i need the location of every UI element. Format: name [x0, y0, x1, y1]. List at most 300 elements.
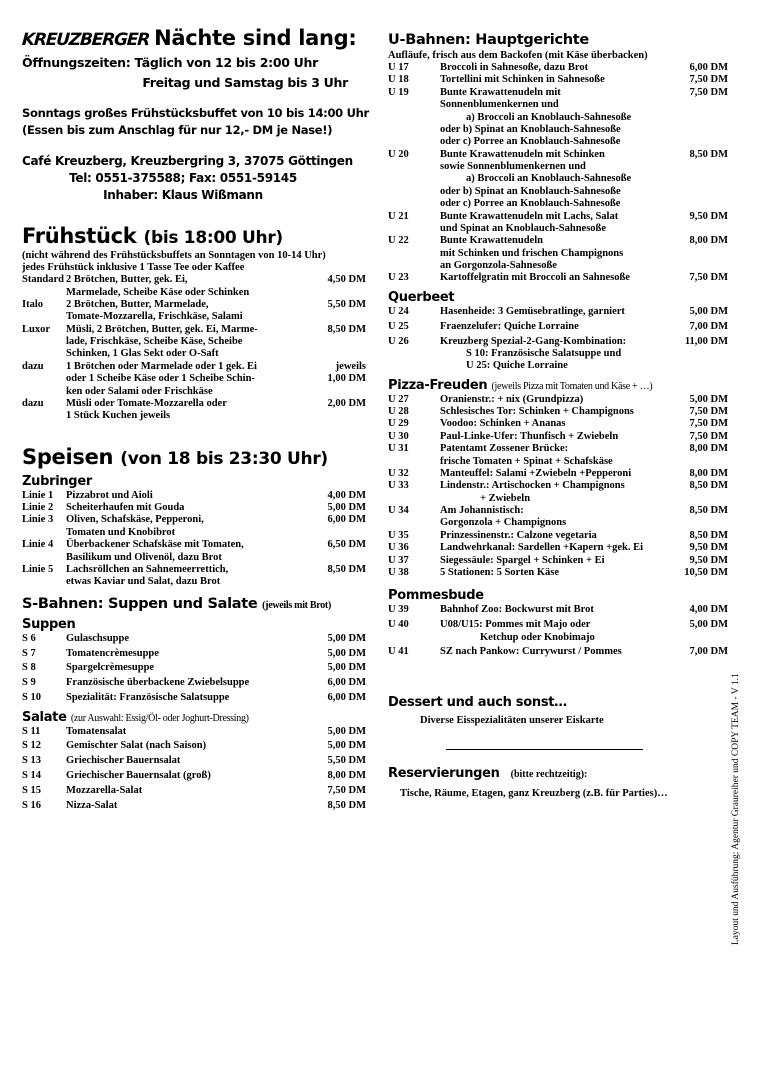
menu-item-price [310, 361, 366, 398]
price-line: jeweils [335, 360, 366, 372]
menu-item-code: S 12 [22, 740, 41, 752]
owner-line: Inhaber: Klaus Wißmann [103, 188, 263, 202]
menu-item-description [66, 274, 310, 299]
menu-item-line: + Zwiebeln [480, 492, 531, 504]
menu-item-line: und Spinat an Knoblauch-Sahnesoße [440, 222, 607, 234]
menu-item-description [66, 738, 310, 753]
menu-item-line: Manteuffel: Salami +Zwiebeln +Pepperoni [440, 467, 632, 479]
menu-item-description [66, 539, 310, 564]
menu-item-description [440, 542, 666, 554]
menu-item-line: Scheiterhaufen mit Gouda [66, 502, 185, 513]
menu-item-line: Bunte Krawattenudeln mit [440, 86, 561, 98]
section-heading-ubahn: U-Bahnen: Hauptgerichte [388, 32, 589, 48]
menu-item-price [666, 567, 728, 579]
address-block [22, 154, 366, 202]
menu-item-description [66, 768, 310, 783]
menu-item-description [440, 505, 666, 530]
menu-item-line: ken oder Salami oder Frischkäse [66, 385, 213, 397]
menu-item-line: Siegessäule: Spargel + Schinken + Ei [440, 554, 605, 566]
price-line: 7,50 DM [689, 272, 728, 284]
price-line: 5,00 DM [327, 632, 366, 644]
price-line: 5,00 DM [327, 740, 366, 752]
breakfast-heading-paren: (bis 18:00 Uhr) [143, 228, 283, 248]
price-line: 7,00 DM [689, 646, 728, 658]
menu-item-price [310, 690, 366, 705]
reservations-text: Tische, Räume, Etagen, ganz Kreuzberg (z.B. für Parties)… [400, 788, 668, 800]
menu-item-price [310, 783, 366, 798]
menu-item-line: Landwehrkanal: Sardellen +Kapern +gek. Ei [440, 542, 644, 554]
sbahn-heading-sub: (jeweils mit Brot) [262, 599, 331, 611]
menu-item-price [666, 306, 728, 318]
menu-item-code: U 23 [388, 272, 409, 284]
menu-item-line: Müsli oder Tomate-Mozzarella oder [66, 397, 227, 409]
menu-item-price [666, 530, 728, 542]
menu-item-line: Broccoli in Sahnesoße, dazu Brot [440, 62, 589, 74]
menu-item-description [440, 62, 666, 74]
menu-item-description [66, 645, 310, 660]
menu-item-line: 1 Stück Kuchen jeweils [66, 410, 171, 422]
menu-row [388, 149, 728, 211]
menu-item-code: S 11 [22, 725, 41, 737]
menu-item-line: Patentamt Zossener Brücke: [440, 443, 569, 455]
price-line: 4,00 DM [327, 489, 366, 501]
menu-item-line: Oranienstr.: + nix (Grundpizza) [440, 393, 584, 405]
menu-item-price [666, 555, 728, 567]
menu-row [388, 394, 728, 406]
subsection-heading-pommes: Pommesbude [388, 588, 484, 604]
price-line: 10,50 DM [684, 566, 728, 578]
menu-item-line: S 10: Französische Salatsuppe und [466, 347, 622, 359]
section-heading-dessert: Dessert und auch sonst… [388, 694, 567, 710]
menu-item-code: Linie 1 [22, 489, 54, 501]
menu-item-code: S 13 [22, 755, 41, 767]
menu-item-line: Gorgonzola + Champignons [440, 517, 567, 529]
menu-item-line: Tomaten und Knobibrot [66, 526, 176, 538]
menu-row [388, 505, 728, 530]
meals-heading-main: Speisen [22, 444, 114, 469]
menu-item-code: U 39 [388, 604, 409, 616]
dessert-text: Diverse Eisspezialitäten unserer Eiskarte [420, 714, 604, 726]
price-line: 8,00 DM [689, 235, 728, 247]
menu-item-description [440, 74, 666, 86]
menu-row [22, 753, 366, 768]
menu-row [22, 398, 366, 423]
menu-item-code: Linie 2 [22, 502, 54, 513]
menu-item-price [666, 87, 728, 149]
menu-item-code: S 10 [22, 692, 41, 704]
menu-item-line: Französische überbackene Zwiebelsuppe [66, 677, 250, 689]
price-line: 8,50 DM [689, 529, 728, 541]
menu-item-description [66, 299, 310, 324]
menu-row [388, 235, 728, 272]
menu-item-code: U 32 [388, 467, 409, 479]
menu-item-code: U 28 [388, 406, 409, 418]
menu-item-price [666, 542, 728, 554]
ubahn-table [388, 62, 728, 285]
menu-item-line: Bunte Krawattenudeln [440, 235, 543, 247]
price-line: 6,00 DM [689, 62, 728, 74]
menu-item-description [66, 690, 310, 705]
menu-item-description [66, 633, 310, 645]
menu-item-description [440, 418, 666, 430]
menu-item-description [440, 604, 666, 616]
menu-item-description [66, 753, 310, 768]
menu-row [22, 726, 366, 738]
menu-row [388, 272, 728, 284]
price-line: 5,00 DM [689, 393, 728, 405]
menu-item-price [666, 149, 728, 211]
menu-row [388, 87, 728, 149]
divider [446, 749, 643, 750]
menu-row [22, 324, 366, 361]
menu-item-description [440, 318, 666, 333]
menu-item-description [66, 726, 310, 738]
menu-row [388, 567, 728, 579]
menu-item-line: sowie Sonnenblumenkernen und [440, 161, 586, 173]
menu-item-line: U08/U15: Pommes mit Majo oder [440, 619, 591, 631]
menu-item-line: Sonnenblumenkernen und [440, 99, 559, 111]
menu-row [22, 768, 366, 783]
menu-item-description [66, 514, 310, 539]
menu-item-description [440, 87, 666, 149]
menu-row [22, 502, 366, 514]
menu-item-description [66, 783, 310, 798]
menu-item-price [666, 443, 728, 468]
menu-item-code: S 14 [22, 770, 41, 782]
menu-item-code: Linie 5 [22, 563, 54, 575]
menu-item-code: Luxor [22, 323, 51, 335]
breakfast-note-2: jedes Frühstück inklusive 1 Tasse Tee oder Kaffee [22, 262, 245, 274]
menu-item-code: U 40 [388, 619, 409, 631]
menu-item-price [310, 299, 366, 324]
menu-item-line: Basilikum und Olivenöl, dazu Brot [66, 551, 222, 563]
price-line: 8,00 DM [327, 770, 366, 782]
menu-item-line: mit Schinken und frischen Champignons [440, 247, 624, 259]
price-line: 8,50 DM [689, 480, 728, 492]
section-heading-meals [22, 445, 366, 469]
price-line: 8,50 DM [327, 323, 366, 335]
menu-item-code: S 7 [22, 647, 36, 659]
menu-item-description [440, 235, 666, 272]
buffet-line-2: (Essen bis zum Anschlag für nur 12,- DM je Nase!) [22, 123, 333, 137]
menu-item-line: Kartoffelgratin mit Broccoli an Sahnesoße [440, 272, 630, 284]
menu-item-price [310, 738, 366, 753]
menu-item-line: Griechischer Bauernsalat (groß) [66, 770, 211, 782]
menu-item-price [310, 514, 366, 539]
menu-row [22, 645, 366, 660]
price-line: 6,00 DM [327, 514, 366, 526]
breakfast-table [22, 274, 366, 423]
menu-item-description [440, 306, 666, 318]
menu-row [22, 633, 366, 645]
menu-item-code: U 21 [388, 210, 409, 222]
menu-item-description [440, 272, 666, 284]
section-heading-sbahn [22, 596, 366, 612]
menu-item-line: Überbackener Schafskäse mit Tomaten, [66, 539, 244, 551]
menu-item-line: Schlesisches Tor: Schinken + Champignons [440, 406, 634, 418]
menu-item-description [440, 333, 666, 373]
menu-item-description [440, 530, 666, 542]
menu-item-price [310, 502, 366, 514]
menu-item-code: S 8 [22, 662, 36, 674]
menu-item-code: S 15 [22, 785, 41, 796]
menu-item-code: U 17 [388, 62, 409, 74]
menu-item-price [310, 324, 366, 361]
menu-item-price [310, 539, 366, 564]
menu-item-line: Hasenheide: 3 Gemüsebratlinge, garniert [440, 305, 625, 317]
menu-item-line: oder 1 Scheibe Käse oder 1 Scheibe Schin- [66, 373, 255, 385]
reservations-block [388, 764, 728, 801]
price-line: 9,50 DM [689, 210, 728, 222]
price-line: 8,50 DM [327, 799, 366, 811]
menu-item-line: Gulaschsuppe [66, 632, 130, 644]
menu-item-price [666, 74, 728, 86]
menu-item-line: Voodoo: Schinken + Ananas [440, 418, 566, 430]
menu-item-price [666, 318, 728, 333]
menu-item-code: Italo [22, 298, 43, 310]
menu-row [388, 333, 728, 373]
price-line: 4,00 DM [689, 604, 728, 616]
menu-item-description [66, 324, 310, 361]
menu-row [388, 644, 728, 659]
price-line: 7,50 DM [689, 74, 728, 86]
menu-row [22, 539, 366, 564]
menu-item-line: frische Tomaten + Spinat + Schafskäse [440, 455, 613, 467]
menu-item-description [440, 431, 666, 443]
menu-row [388, 406, 728, 418]
price-line: 5,00 DM [689, 305, 728, 317]
menu-item-line: Pizzabrot und Aioli [66, 489, 153, 501]
menu-item-description [440, 468, 666, 480]
menu-row [22, 564, 366, 589]
phone-line: Tel: 0551-375588; Fax: 0551-59145 [69, 171, 297, 185]
pizza-heading-sub: (jeweils Pizza mit Tomaten und Käse + …) [491, 380, 653, 392]
menu-item-line: Fraenzelufer: Quiche Lorraine [440, 320, 579, 332]
menu-item-price [310, 768, 366, 783]
menu-item-description [440, 567, 666, 579]
menu-item-price [310, 660, 366, 675]
price-line: 2,00 DM [327, 397, 366, 409]
menu-item-line: Lindenstr.: Artischocken + Champignons [440, 480, 625, 492]
menu-item-line: Mozzarella-Salat [66, 785, 143, 796]
menu-row [22, 660, 366, 675]
price-line: 9,50 DM [689, 542, 728, 554]
menu-item-price [310, 675, 366, 690]
menu-item-price [310, 726, 366, 738]
menu-row [22, 690, 366, 705]
menu-item-price [666, 604, 728, 616]
menu-item-price [666, 431, 728, 443]
price-line: 7,50 DM [689, 418, 728, 430]
price-line: 8,00 DM [689, 467, 728, 479]
menu-item-code: S 16 [22, 799, 41, 811]
menu-row [388, 480, 728, 505]
suppen-table [22, 633, 366, 705]
price-line: 5,00 DM [327, 502, 366, 513]
menu-item-code: U 35 [388, 529, 409, 541]
price-line: 7,50 DM [689, 406, 728, 418]
reservations-sub: (bitte rechtzeitig): [510, 769, 588, 781]
menu-item-price [310, 274, 366, 299]
menu-item-price [666, 333, 728, 373]
menu-row [388, 617, 728, 644]
menu-item-code: U 22 [388, 235, 409, 247]
price-line: 7,50 DM [689, 430, 728, 442]
menu-item-description [440, 617, 666, 644]
menu-item-line: Tomatencrèmesuppe [66, 647, 159, 659]
price-line: 6,00 DM [327, 692, 366, 704]
menu-item-line: lade, Frischkäse, Scheibe Käse, Scheibe [66, 336, 243, 347]
menu-item-description [440, 480, 666, 505]
menu-item-description [66, 675, 310, 690]
menu-row [388, 542, 728, 554]
menu-item-description [66, 490, 310, 502]
kreuzberger-logo: KREUZBERGER [21, 30, 150, 50]
menu-item-line: Tomatensalat [66, 725, 127, 737]
menu-item-line: 2 Brötchen, Butter, Marmelade, [66, 298, 209, 310]
address-line: Café Kreuzberg, Kreuzbergring 3, 37075 Göttingen [22, 154, 353, 168]
menu-row [388, 555, 728, 567]
price-line: 5,50 DM [327, 298, 366, 310]
menu-row [388, 211, 728, 236]
price-line: 6,50 DM [327, 539, 366, 551]
menu-item-line: oder b) Spinat an Knoblauch-Sahnesoße [440, 123, 621, 135]
menu-item-code: U 25 [388, 320, 409, 332]
menu-item-price [310, 490, 366, 502]
menu-row [22, 514, 366, 539]
menu-item-line: Bahnhof Zoo: Bockwurst mit Brot [440, 604, 594, 616]
menu-item-line: Paul-Linke-Ufer: Thunfisch + Zwiebeln [440, 430, 619, 442]
dessert-block [388, 695, 728, 728]
menu-item-code: U 41 [388, 646, 409, 658]
meals-heading-paren: (von 18 bis 23:30 Uhr) [120, 448, 328, 469]
sbahn-heading-main: S-Bahnen: Suppen und Salate [22, 595, 258, 612]
pizza-table [388, 394, 728, 580]
price-line: 7,50 DM [327, 785, 366, 796]
menu-item-price [666, 406, 728, 418]
menu-item-price [666, 468, 728, 480]
menu-row [388, 431, 728, 443]
menu-item-code: U 38 [388, 566, 409, 578]
menu-item-code: S 6 [22, 632, 36, 644]
menu-item-code: U 29 [388, 418, 409, 430]
menu-item-line: 5 Stationen: 5 Sorten Käse [440, 566, 559, 578]
menu-row [388, 62, 728, 74]
menu-item-line: SZ nach Pankow: Currywurst / Pommes [440, 646, 622, 658]
menu-item-code: U 20 [388, 148, 409, 160]
menu-item-line: oder b) Spinat an Knoblauch-Sahnesoße [440, 185, 621, 197]
buffet-line-1: Sonntags großes Frühstücksbuffet von 10 bis 14:00 Uhr [22, 106, 369, 120]
menu-row [22, 361, 366, 398]
menu-item-line: a) Broccoli an Knoblauch-Sahnesoße [466, 111, 632, 123]
price-line: 5,00 DM [327, 725, 366, 737]
subsection-heading-querbeet: Querbeet [388, 289, 455, 305]
menu-item-price [310, 564, 366, 589]
subsection-heading-suppen: Suppen [22, 616, 76, 632]
menu-row [388, 306, 728, 318]
pizza-heading-main: Pizza-Freuden [388, 377, 488, 393]
menu-item-code: U 30 [388, 430, 409, 442]
price-line: 8,50 DM [327, 563, 366, 575]
menu-item-line: a) Broccoli an Knoblauch-Sahnesoße [466, 173, 632, 185]
menu-item-code: U 31 [388, 443, 409, 455]
menu-item-code: U 18 [388, 74, 409, 86]
menu-item-price [666, 480, 728, 505]
menu-item-description [66, 398, 310, 423]
price-line: 5,00 DM [689, 619, 728, 631]
menu-item-line: oder c) Porree an Knoblauch-Sahnesoße [440, 136, 621, 148]
menu-row [388, 418, 728, 430]
menu-item-code: Standard [22, 274, 65, 286]
menu-item-line: oder c) Porree an Knoblauch-Sahnesoße [440, 198, 621, 210]
menu-item-code: dazu [22, 397, 44, 409]
breakfast-heading-main: Frühstück [22, 224, 137, 248]
menu-item-code: Linie 3 [22, 514, 54, 526]
menu-row [22, 675, 366, 690]
price-line: 8,00 DM [689, 443, 728, 455]
menu-item-price [666, 505, 728, 530]
menu-item-line: Nizza-Salat [66, 799, 118, 811]
menu-item-line: etwas Kaviar und Salat, dazu Brot [66, 576, 221, 588]
price-line: 8,50 DM [689, 148, 728, 160]
opening-hours-line-1: Öffnungszeiten: Täglich von 12 bis 2:00 Uhr [22, 55, 318, 70]
menu-item-price [310, 633, 366, 645]
subsection-heading-salate [22, 710, 366, 725]
price-line: 5,00 DM [327, 647, 366, 659]
menu-row [388, 604, 728, 616]
menu-row [22, 299, 366, 324]
menu-item-description [440, 394, 666, 406]
menu-item-price [666, 62, 728, 74]
right-column [388, 0, 728, 801]
menu-item-code: S 9 [22, 677, 36, 689]
menu-item-description [66, 660, 310, 675]
menu-item-line: Müsli, 2 Brötchen, Butter, gek. Ei, Marme- [66, 323, 258, 335]
section-heading-breakfast [22, 224, 366, 248]
price-line: 5,00 DM [327, 662, 366, 674]
menu-row [388, 530, 728, 542]
menu-row [22, 274, 366, 299]
menu-item-line: Spargelcrèmesuppe [66, 662, 155, 674]
menu-item-line: Ketchup oder Knobimajo [480, 631, 595, 643]
menu-item-description [66, 361, 310, 398]
reservations-heading-row [388, 764, 728, 782]
menu-item-price [310, 398, 366, 423]
menu-item-line: Bunte Krawattenudeln mit Schinken [440, 148, 605, 160]
salate-table [22, 726, 366, 813]
menu-item-line: Kreuzberg Spezial-2-Gang-Kombination: [440, 335, 627, 347]
price-line: 4,50 DM [327, 274, 366, 286]
menu-item-price [310, 797, 366, 812]
menu-item-description [440, 443, 666, 468]
menu-item-price [666, 418, 728, 430]
menu-row [22, 797, 366, 812]
price-line: 11,00 DM [684, 335, 728, 347]
menu-item-line: Griechischer Bauernsalat [66, 755, 181, 767]
menu-row [388, 318, 728, 333]
menu-item-price [666, 235, 728, 272]
price-line: 7,00 DM [689, 320, 728, 332]
menu-item-price [666, 211, 728, 236]
restaurant-header [21, 0, 369, 202]
menu-item-code: U 24 [388, 305, 409, 317]
menu-item-code: U 19 [388, 86, 409, 98]
layout-credit: Layout und Ausführung: Agentur Graureiher und COPY TEAM - V 1.1 [731, 673, 741, 945]
menu-item-line: Schinken, 1 Glas Sekt oder O-Saft [66, 348, 219, 360]
menu-item-code: U 37 [388, 554, 409, 566]
menu-item-description [440, 211, 666, 236]
menu-row [388, 443, 728, 468]
